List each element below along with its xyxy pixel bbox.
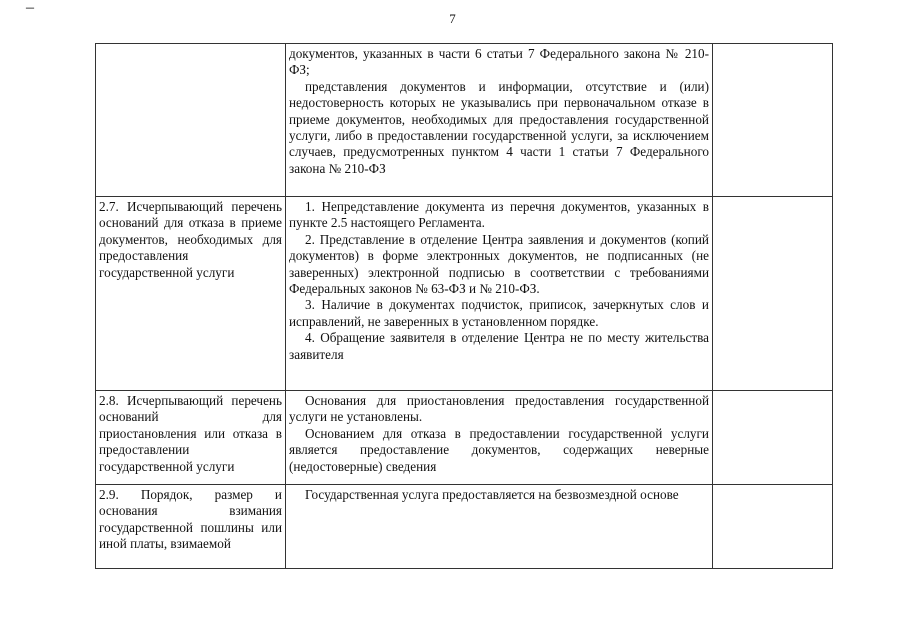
table-row — [96, 44, 833, 197]
content-paragraph: представления документов и информации, отсутствие и (или) недостоверность которых не указывались при первоначальном отказе в приеме документов, необходимых для предоставления государственной услуги, либо в предоставлении государственной услуги, за исключением случаев, предусмотренных пунктом 4 части 1 статьи 7 Федерального закона № 210-ФЗ — [289, 78, 709, 176]
section-label-cell: 2.9. Порядок, размер и основания взимания государственной пошлины или иной платы, взимаемой — [96, 485, 286, 569]
section-note-cell — [713, 485, 833, 569]
page-number: 7 — [449, 11, 456, 26]
content-paragraph: документов, указанных в части 6 статьи 7 Федерального закона № 210-ФЗ; — [289, 46, 709, 78]
section-label-cell: 2.8. Исчерпывающий перечень оснований для приостановления или отказа в предоставлении государственной услуги — [96, 391, 286, 485]
content-paragraph: 2. Представление в отделение Центра заявления и документов (копий документов) в форме электронных документов, не подписанных (не заверенных) электронной подписью в соответствии с требованиями Федеральных законов № 63-ФЗ и № 210-ФЗ. — [289, 231, 709, 297]
table-row — [96, 485, 833, 569]
section-content-cell — [286, 485, 713, 569]
section-content-cell — [286, 44, 713, 197]
section-note-cell — [713, 44, 833, 197]
corner-mark: – — [26, 0, 34, 16]
table-row — [96, 391, 833, 485]
content-paragraph: 4. Обращение заявителя в отделение Центра не по месту жительства заявителя — [289, 330, 709, 362]
section-content-cell — [286, 391, 713, 485]
content-paragraph: 1. Непредставление документа из перечня документов, указанных в пункте 2.5 настоящего Регламента. — [289, 199, 709, 231]
content-paragraph: Основания для приостановления предоставления государственной услуги не установлены. — [289, 393, 709, 425]
content-paragraph: 3. Наличие в документах подчисток, приписок, зачеркнутых слов и исправлений, не заверенных в установленном порядке. — [289, 297, 709, 329]
section-note-cell — [713, 197, 833, 391]
section-label-cell — [96, 44, 286, 197]
section-label-cell: 2.7. Исчерпывающий перечень оснований для отказа в приеме документов, необходимых для предоставления государственной услуги — [96, 197, 286, 391]
content-paragraph: Государственная услуга предоставляется на безвозмездной основе — [305, 487, 679, 502]
table-row — [96, 197, 833, 391]
content-paragraph: Основанием для отказа в предоставлении государственной услуги является предоставление документов, содержащих неверные (недостоверные) сведения — [289, 425, 709, 474]
section-note-cell — [713, 391, 833, 485]
regulation-table — [95, 43, 833, 569]
section-content-cell — [286, 197, 713, 391]
